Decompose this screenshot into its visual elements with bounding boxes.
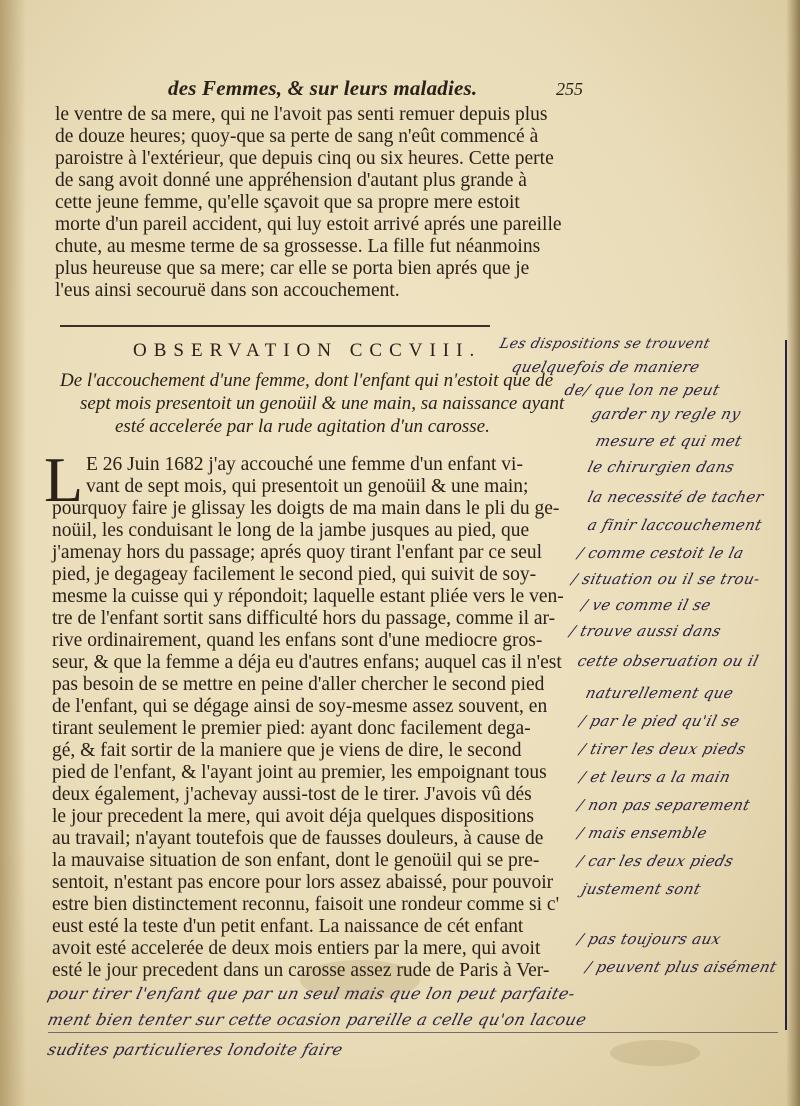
text-line: paroistre à l'extérieur, que depuis cinq ou six heures. Cette perte bbox=[55, 148, 554, 169]
margin-note: Les dispositions se trouvent bbox=[498, 336, 712, 352]
text-line: le jour precedent la mere, qui avoit déja quelques dispositions bbox=[52, 806, 534, 827]
margin-note: / non pas separement bbox=[575, 796, 753, 814]
text-line: deux également, j'achevay aussi-tost de le tirer. J'avois vû dés bbox=[52, 784, 532, 805]
text-line: noüil, les conduisant le long de la jambe jusques au pied, que bbox=[52, 520, 530, 541]
margin-note: / comme cestoit le la bbox=[575, 544, 746, 562]
text-line: la mauvaise situation de son enfant, dont le genoüil qui se pre- bbox=[52, 850, 540, 871]
text-line: chute, au mesme terme de sa grossesse. La fille fut néanmoins bbox=[55, 236, 541, 257]
margin-note: / situation ou il se trou- bbox=[569, 570, 763, 588]
margin-note: / par le pied qu'il se bbox=[577, 712, 742, 730]
text-line: pied de l'enfant, & l'ayant joint au premier, les empoignant tous bbox=[52, 762, 547, 783]
margin-note: quelquefois de maniere bbox=[509, 358, 702, 376]
text-line: tirant seulement le premier pied: ayant donc facilement dega- bbox=[52, 718, 531, 739]
margin-note: garder ny regle ny bbox=[589, 405, 743, 423]
margin-note: justement sont bbox=[579, 880, 703, 898]
margin-note: / peuvent plus aisément bbox=[583, 958, 779, 976]
margin-note: cette obseruation ou il bbox=[575, 652, 761, 670]
text-line: de l'enfant, qui se dégage ainsi de soy-mesme assez souvent, en bbox=[52, 696, 548, 717]
margin-note: / pas toujours aux bbox=[575, 930, 724, 948]
text-line: plus heureuse que sa mere; car elle se porta bien aprés que je bbox=[55, 258, 530, 279]
margin-note: mesure et qui met bbox=[593, 432, 744, 450]
text-line: esté le jour precedent dans un carosse assez rude de Paris à Ver- bbox=[52, 960, 550, 981]
text-line: pas besoin de se mettre en peine d'aller chercher le second pied bbox=[52, 674, 545, 695]
running-head: des Femmes, & sur leurs maladies. bbox=[168, 76, 478, 100]
margin-note: / tirer les deux pieds bbox=[577, 740, 748, 758]
text-line: vant de sept mois, qui presentoit un genoüil & une main; bbox=[86, 476, 529, 497]
paper-stain bbox=[610, 1040, 700, 1066]
binding-shadow bbox=[0, 0, 26, 1106]
text-line: tre de l'enfant sortit sans difficulté hors du passage, comme il ar- bbox=[52, 608, 556, 629]
margin-note: / car les deux pieds bbox=[575, 852, 736, 870]
text-line: au travail; n'ayant toutefois que de fausses douleurs, à cause de bbox=[52, 828, 544, 849]
margin-note: la necessité de tacher bbox=[585, 488, 766, 506]
margin-note: / et leurs a la main bbox=[577, 768, 733, 786]
observation-title: OBSERVATION CCCVIII. bbox=[133, 340, 482, 361]
handwritten-rule bbox=[48, 1032, 778, 1033]
margin-note: a finir laccouchement bbox=[585, 516, 765, 534]
observation-subtitle: De l'accouchement d'une femme, dont l'enfant qui n'estoit que de bbox=[60, 370, 554, 391]
page-number: 255 bbox=[556, 79, 583, 99]
drop-cap: L bbox=[44, 444, 84, 515]
text-line: seur, & que la femme a déja eu d'autres enfans; auquel cas il n'est bbox=[52, 652, 562, 673]
text-line: le ventre de sa mere, qui ne l'avoit pas senti remuer depuis plus bbox=[55, 104, 548, 125]
text-line: pourquoy faire je glissay les doigts de ma main dans le pli du ge- bbox=[52, 498, 560, 519]
bottom-note: sudites particulieres londoite faire bbox=[45, 1040, 345, 1059]
text-line: de douze heures; quoy-que sa perte de sang n'eût commencé à bbox=[55, 126, 539, 147]
margin-note: le chirurgien dans bbox=[585, 458, 737, 476]
margin-note: / mais ensemble bbox=[575, 824, 710, 842]
text-line: mesme la cuisse qui y répondoit; laquelle estant pliée vers le ven- bbox=[52, 586, 564, 607]
text-line: gé, & fait sortir de la maniere que je viens de dire, le second bbox=[52, 740, 522, 761]
margin-note: de/ que lon ne peut bbox=[562, 381, 722, 399]
text-line: pied, je degageay facilement le second pied, qui suivit de soy- bbox=[52, 564, 537, 585]
margin-bracket bbox=[785, 340, 787, 1030]
observation-subtitle: sept mois presentoit un genoüil & une main, sa naissance ayant bbox=[80, 393, 565, 414]
text-line: estre bien distinctement reconnu, faisoit une rondeur comme si c' bbox=[52, 894, 560, 915]
text-line: avoit esté accelerée de deux mois entiers par la mere, qui avoit bbox=[52, 938, 541, 959]
margin-note: / trouve aussi dans bbox=[567, 622, 724, 640]
bottom-note: pour tirer l'enfant que par un seul mais que lon peut parfaite- bbox=[45, 984, 578, 1003]
observation-subtitle: esté accelerée par la rude agitation d'un carosse. bbox=[115, 416, 490, 437]
text-line: l'eus ainsi secouruë dans son accouchement. bbox=[55, 280, 400, 301]
margin-note: / ve comme il se bbox=[579, 596, 714, 614]
text-line: eust esté la teste d'un petit enfant. La naissance de cét enfant bbox=[52, 916, 524, 937]
text-line: morte d'un pareil accident, qui luy estoit arrivé aprés une pareille bbox=[55, 214, 562, 235]
bottom-note: ment bien tenter sur cette ocasion pareille a celle qu'on lacoue bbox=[45, 1010, 589, 1029]
text-line: de sang avoit donné une appréhension d'autant plus grande à bbox=[55, 170, 527, 191]
page-edge-shadow bbox=[786, 0, 800, 1106]
text-line: sentoit, n'estant pas encore pour lors assez abaissé, pour pouvoir bbox=[52, 872, 554, 893]
margin-note: naturellement que bbox=[583, 684, 736, 702]
section-rule bbox=[60, 325, 490, 327]
text-line: cette jeune femme, qu'elle sçavoit que sa propre mere estoit bbox=[55, 192, 520, 213]
text-line: j'amenay hors du passage; aprés quoy tirant l'enfant par ce seul bbox=[52, 542, 543, 563]
text-line: rive ordinairement, quand les enfans sont d'une mediocre gros- bbox=[52, 630, 543, 651]
text-line: E 26 Juin 1682 j'ay accouché une femme d'un enfant vi- bbox=[86, 454, 523, 475]
